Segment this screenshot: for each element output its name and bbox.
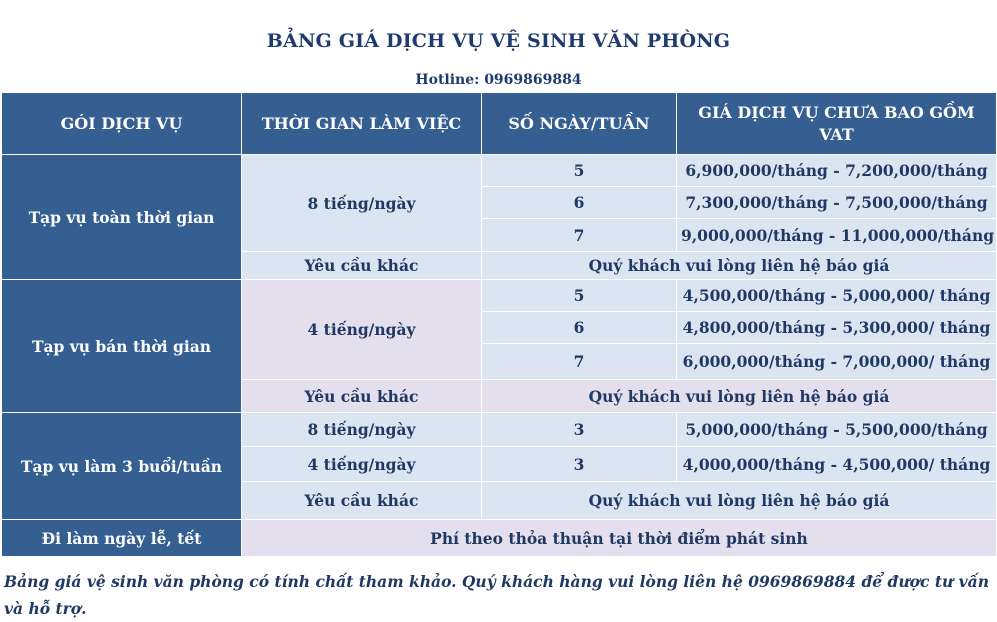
price-cell: 6,000,000/tháng - 7,000,000/ tháng	[677, 344, 997, 380]
days-cell: 5	[482, 155, 677, 187]
days-cell: 3	[482, 447, 677, 482]
hotline: Hotline: 0969869884	[415, 72, 582, 88]
package-parttime: Tạp vụ bán thời gian	[2, 280, 242, 413]
col-header-price: GIÁ DỊCH VỤ CHƯA BAO GỒM VAT	[677, 93, 997, 155]
col-header-hours: THỜI GIAN LÀM VIỆC	[242, 93, 482, 155]
price-cell: 7,300,000/tháng - 7,500,000/tháng	[677, 187, 997, 219]
header-row	[2, 93, 997, 155]
price-cell: 6,900,000/tháng - 7,200,000/tháng	[677, 155, 997, 187]
footer-note: Bảng giá vệ sinh văn phòng có tính chất tham khảo. Quý khách hàng vui lòng liên hệ 0969869884 để được tư vấn và hỗ trợ.	[4, 572, 989, 618]
days-cell: 6	[482, 187, 677, 219]
hours-cell: 8 tiếng/ngày	[242, 155, 482, 252]
hours-cell: 4 tiếng/ngày	[242, 447, 482, 482]
days-cell: 5	[482, 280, 677, 312]
other-request-label: Yêu cầu khác	[242, 380, 482, 413]
price-cell: 4,800,000/tháng - 5,300,000/ tháng	[677, 312, 997, 344]
contact-note: Quý khách vui lòng liên hệ báo giá	[482, 252, 997, 280]
price-cell: 4,500,000/tháng - 5,000,000/ tháng	[677, 280, 997, 312]
package-holiday: Đi làm ngày lễ, tết	[2, 520, 242, 557]
package-fulltime: Tạp vụ toàn thời gian	[2, 155, 242, 280]
table-row	[2, 280, 997, 312]
price-cell: 4,000,000/tháng - 4,500,000/ tháng	[677, 447, 997, 482]
days-cell: 7	[482, 344, 677, 380]
contact-note: Quý khách vui lòng liên hệ báo giá	[482, 482, 997, 520]
holiday-note: Phí theo thỏa thuận tại thời điểm phát sinh	[242, 520, 997, 557]
price-table	[1, 92, 997, 557]
other-request-label: Yêu cầu khác	[242, 252, 482, 280]
table-row	[2, 155, 997, 187]
days-cell: 3	[482, 413, 677, 447]
price-cell: 9,000,000/tháng - 11,000,000/tháng	[677, 219, 997, 252]
other-request-label: Yêu cầu khác	[242, 482, 482, 520]
col-header-days: SỐ NGÀY/TUẦN	[482, 93, 677, 155]
price-cell: 5,000,000/tháng - 5,500,000/tháng	[677, 413, 997, 447]
col-header-package: GÓI DỊCH VỤ	[2, 93, 242, 155]
days-cell: 6	[482, 312, 677, 344]
hours-cell: 8 tiếng/ngày	[242, 413, 482, 447]
page-title: BẢNG GIÁ DỊCH VỤ VỆ SINH VĂN PHÒNG	[266, 30, 731, 52]
hours-cell: 4 tiếng/ngày	[242, 280, 482, 380]
table-row	[2, 520, 997, 557]
package-3-sessions: Tạp vụ làm 3 buổi/tuần	[2, 413, 242, 520]
table-row	[2, 413, 997, 447]
days-cell: 7	[482, 219, 677, 252]
contact-note: Quý khách vui lòng liên hệ báo giá	[482, 380, 997, 413]
